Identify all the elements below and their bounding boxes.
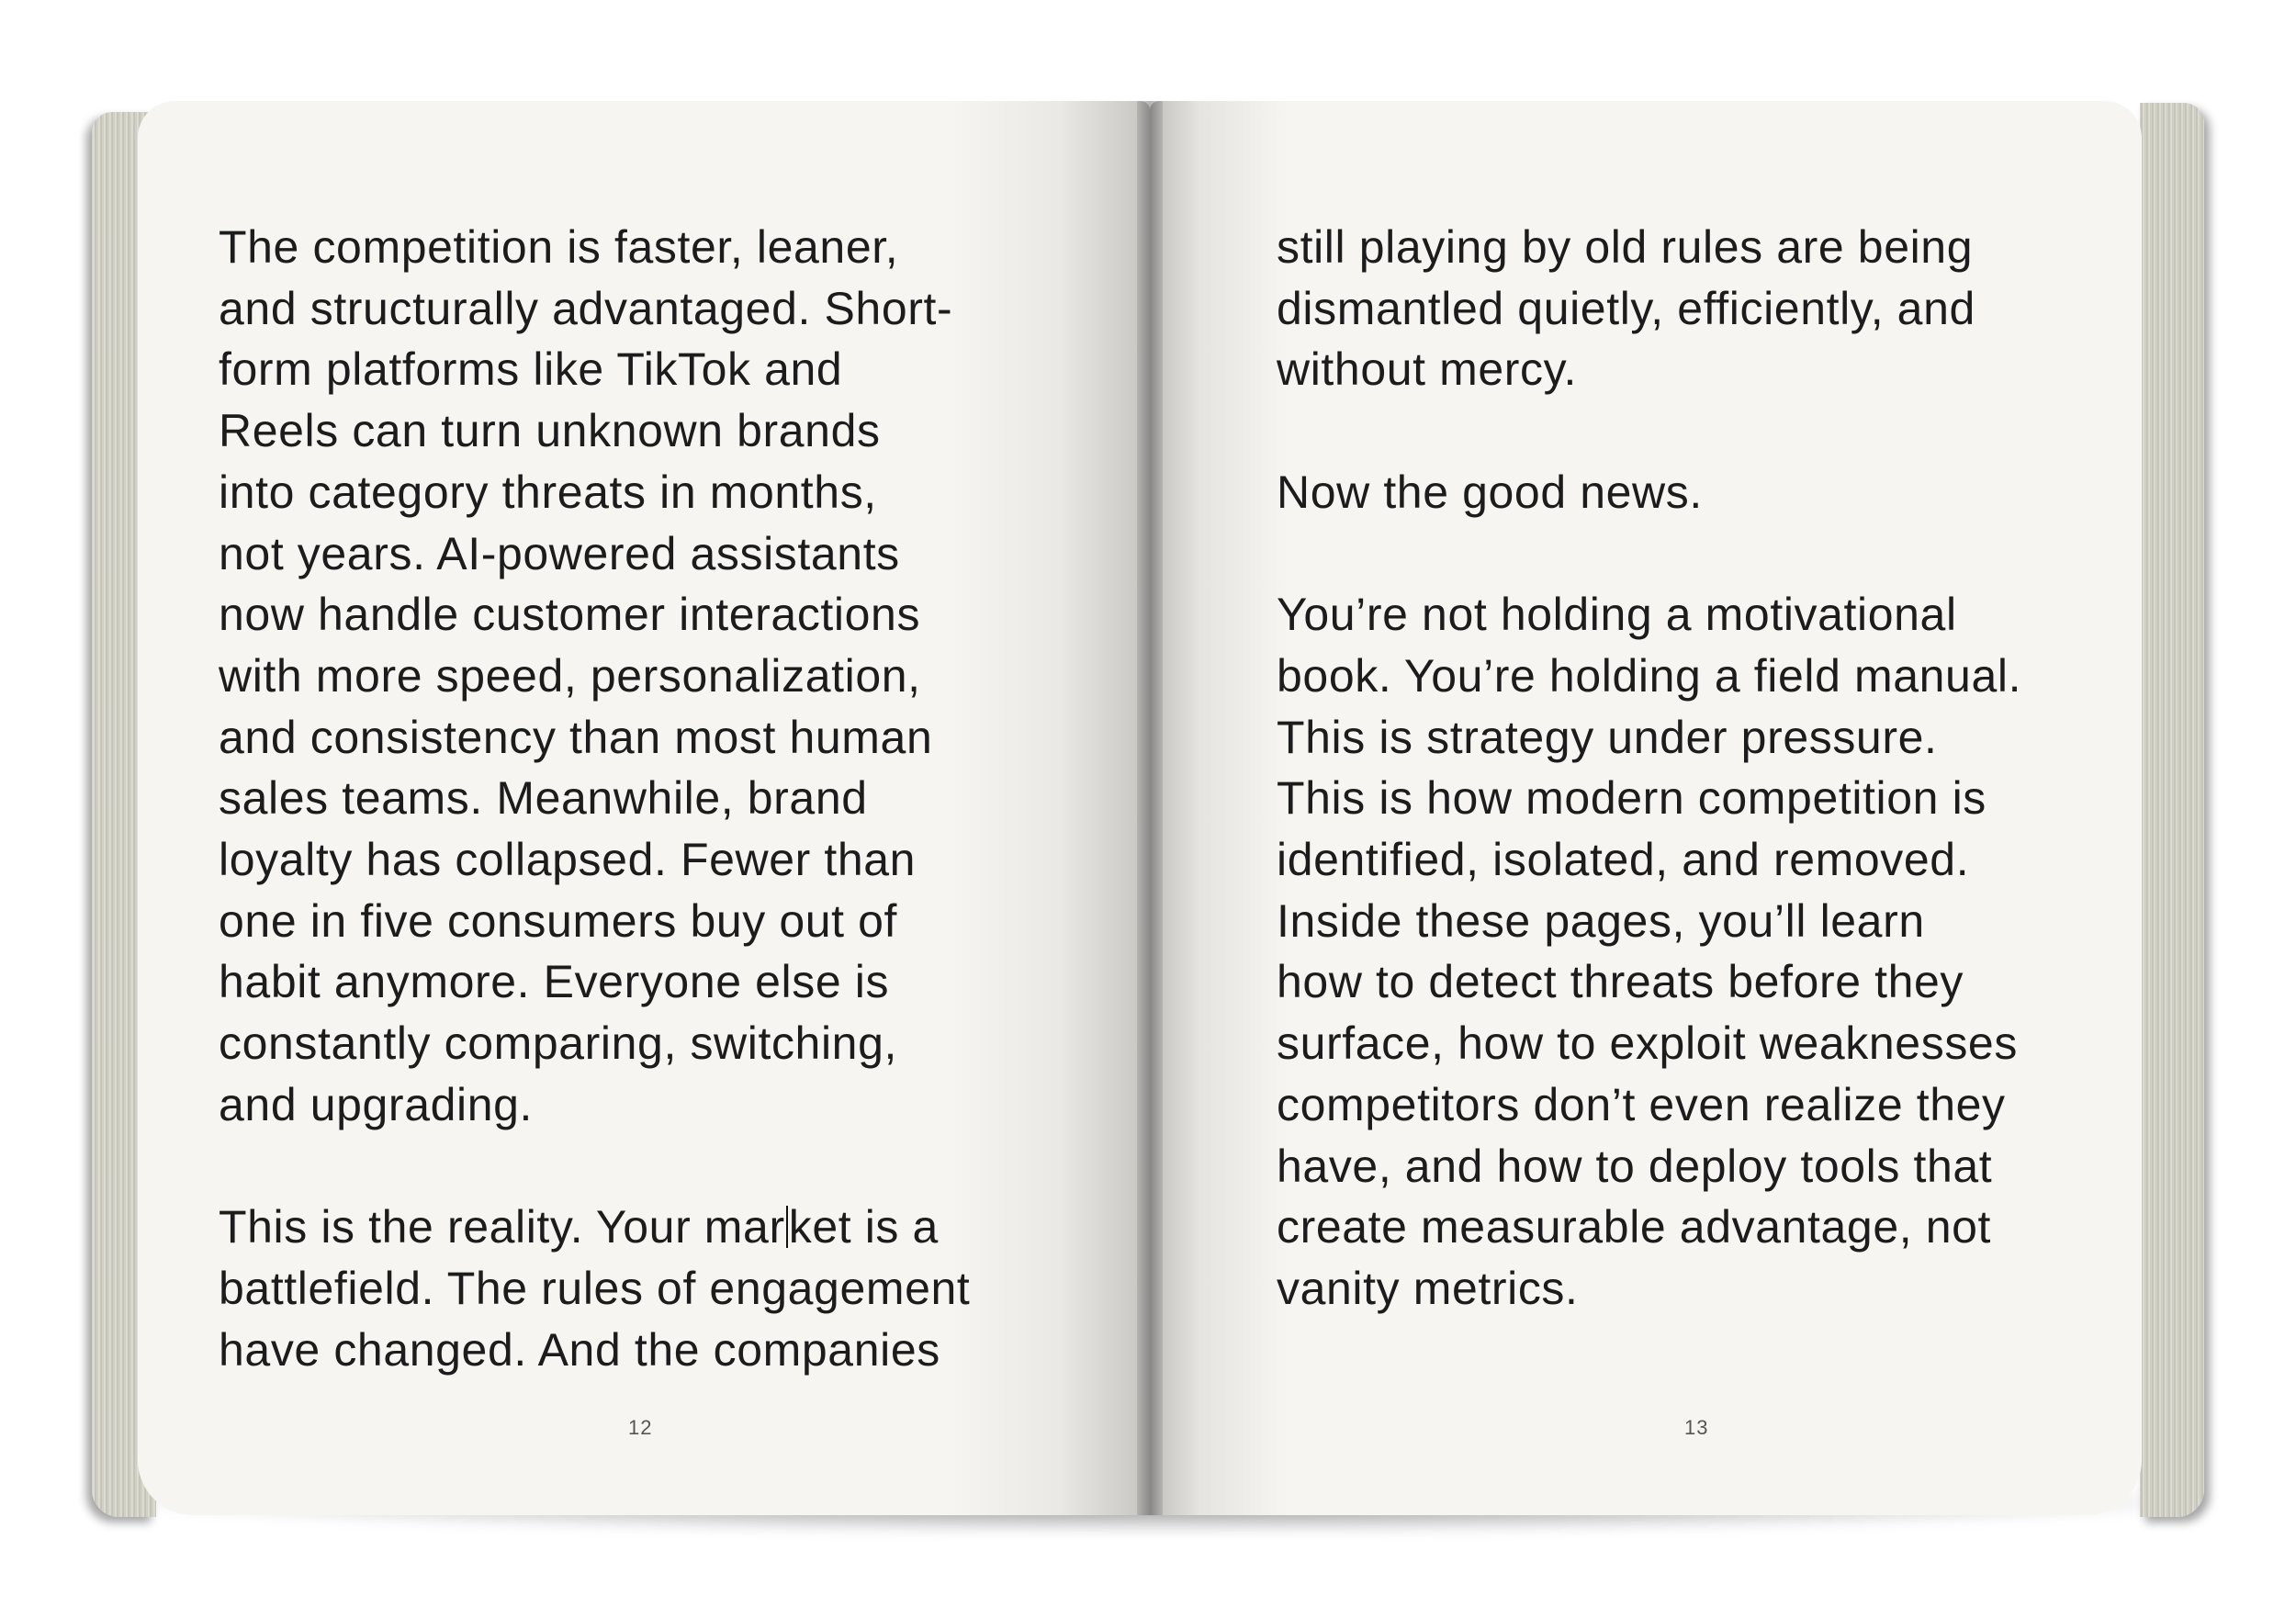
- left-paragraph-1: [219, 217, 970, 1136]
- text-line: competitors don’t even realize they: [1277, 1078, 2006, 1130]
- text-segment: ket is a: [788, 1201, 939, 1253]
- text-line: without mercy.: [1277, 343, 1578, 396]
- text-line: have changed. And the companies: [219, 1323, 940, 1376]
- text-line: habit anymore. Everyone else is: [219, 956, 890, 1008]
- text-line: identified, isolated, and removed.: [1277, 834, 1970, 885]
- text-line: form platforms like TikTok and: [219, 343, 843, 396]
- text-line: Reels can turn unknown brands: [219, 405, 881, 457]
- right-paragraph-1: [1277, 217, 2021, 400]
- text-line: and consistency than most human: [219, 711, 933, 763]
- text-line: now handle customer interactions: [219, 589, 921, 641]
- text-line: not years. AI-powered assistants: [219, 527, 900, 579]
- right-page-text: [1277, 217, 2021, 1380]
- text-line: and upgrading.: [219, 1078, 534, 1130]
- left-paragraph-2: [219, 1197, 970, 1380]
- text-line: create measurable advantage, not: [1277, 1201, 1992, 1253]
- left-page-text: [219, 217, 970, 1442]
- text-line: have, and how to deploy tools that: [1277, 1140, 1993, 1192]
- right-page-edges: [2140, 103, 2204, 1517]
- text-cursor-icon: [786, 1206, 788, 1248]
- left-page: [138, 101, 1150, 1515]
- text-line: still playing by old rules are being: [1277, 221, 1974, 273]
- text-line: into category threats in months,: [219, 466, 877, 518]
- text-segment: This is the reality. Your mar: [219, 1201, 785, 1253]
- text-line-with-cursor[interactable]: [219, 1197, 970, 1258]
- right-paragraph-2: [1277, 462, 2021, 523]
- text-line: You’re not holding a motivational: [1277, 589, 1957, 641]
- page-number-left: 12: [628, 1416, 653, 1439]
- text-line: battlefield. The rules of engagement: [219, 1262, 971, 1314]
- text-line: surface, how to exploit weaknesses: [1277, 1017, 2018, 1070]
- text-line: book. You’re holding a field manual.: [1277, 649, 2022, 702]
- text-line: This is how modern competition is: [1277, 772, 1986, 825]
- book-gutter: [1137, 101, 1163, 1515]
- text-line: and structurally advantaged. Short-: [219, 282, 953, 334]
- text-line: Inside these pages, you’ll learn: [1277, 894, 1925, 947]
- text-line: dismantled quietly, efficiently, and: [1277, 282, 1975, 334]
- page-number-right: 13: [1684, 1416, 1709, 1439]
- text-line: Now the good news.: [1277, 466, 1703, 518]
- text-line: The competition is faster, leaner,: [219, 221, 899, 273]
- text-line: This is strategy under pressure.: [1277, 711, 1938, 763]
- text-line: vanity metrics.: [1277, 1262, 1579, 1314]
- text-line: with more speed, personalization,: [219, 649, 921, 702]
- text-line: one in five consumers buy out of: [219, 894, 898, 947]
- text-line: constantly comparing, switching,: [219, 1017, 897, 1070]
- right-page: [1150, 101, 2142, 1515]
- text-line: sales teams. Meanwhile, brand: [219, 772, 868, 825]
- right-paragraph-3: [1277, 584, 2021, 1319]
- text-line: loyalty has collapsed. Fewer than: [219, 834, 917, 886]
- text-line: how to detect threats before they: [1277, 956, 1964, 1008]
